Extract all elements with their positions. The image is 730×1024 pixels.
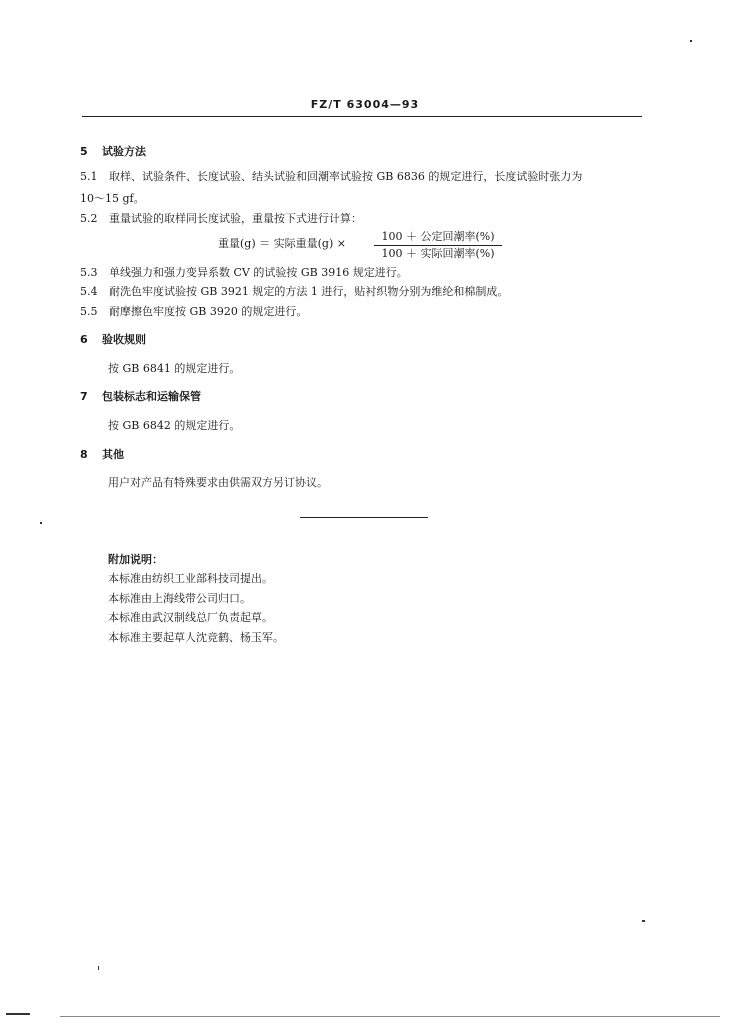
scan-speck	[98, 966, 99, 970]
clause-number: 5.3	[80, 266, 98, 279]
clause-text: 耐摩擦色牢度按 GB 3920 的规定进行。	[109, 305, 308, 318]
section-title: 试验方法	[102, 145, 146, 158]
scan-speck	[642, 920, 645, 922]
clause-5-1-continuation: 10～15 gf。	[80, 192, 145, 205]
scan-speck	[40, 522, 42, 524]
section-6-text: 按 GB 6841 的规定进行。	[108, 362, 241, 375]
notes-line: 本标准由武汉制线总厂负责起草。	[108, 611, 273, 624]
section-title: 包装标志和运输保管	[102, 390, 201, 403]
section-number: 7	[80, 390, 88, 403]
section-title: 验收规则	[102, 333, 146, 346]
notes-line: 本标准由上海线带公司归口。	[108, 592, 251, 605]
section-title: 其他	[102, 448, 124, 461]
scan-edge-line	[60, 1016, 720, 1017]
clause-number: 5.1	[80, 170, 98, 183]
formula-left-side: 重量(g) ＝ 实际重量(g) ×	[218, 237, 346, 250]
section-7-text: 按 GB 6842 的规定进行。	[108, 419, 241, 432]
section-number: 8	[80, 448, 88, 461]
clause-number: 5.2	[80, 212, 98, 225]
notes-line: 本标准主要起草人沈竞鹤、杨玉军。	[108, 631, 284, 644]
standard-code-header: FZ/T 63004—93	[310, 98, 420, 111]
header-rule	[82, 116, 642, 117]
clause-text: 取样、试验条件、长度试验、结头试验和回潮率试验按 GB 6836 的规定进行，长度试验时张力为	[109, 170, 583, 183]
scan-speck	[690, 40, 692, 42]
clause-text: 重量试验的取样同长度试验，重量按下式进行计算：	[109, 212, 362, 225]
end-rule	[300, 517, 428, 518]
clause-number: 5.5	[80, 305, 98, 318]
formula-numerator: 100 ＋ 公定回潮率(%)	[374, 230, 502, 246]
clause-text: 单线强力和强力变异系数 CV 的试验按 GB 3916 规定进行。	[109, 266, 408, 279]
formula-denominator: 100 ＋ 实际回潮率(%)	[381, 247, 495, 261]
scan-edge-line	[6, 1013, 30, 1015]
section-number: 5	[80, 145, 88, 158]
notes-line: 本标准由纺织工业部科技司提出。	[108, 572, 273, 585]
notes-title: 附加说明：	[108, 553, 163, 566]
clause-text: 耐洗色牢度试验按 GB 3921 规定的方法 1 进行，贴衬织物分别为维纶和棉制成。	[109, 285, 509, 298]
section-8-text: 用户对产品有特殊要求由供需双方另订协议。	[108, 476, 328, 489]
section-number: 6	[80, 333, 88, 346]
formula-fraction	[374, 230, 502, 262]
clause-number: 5.4	[80, 285, 98, 298]
weight-formula	[218, 230, 518, 261]
